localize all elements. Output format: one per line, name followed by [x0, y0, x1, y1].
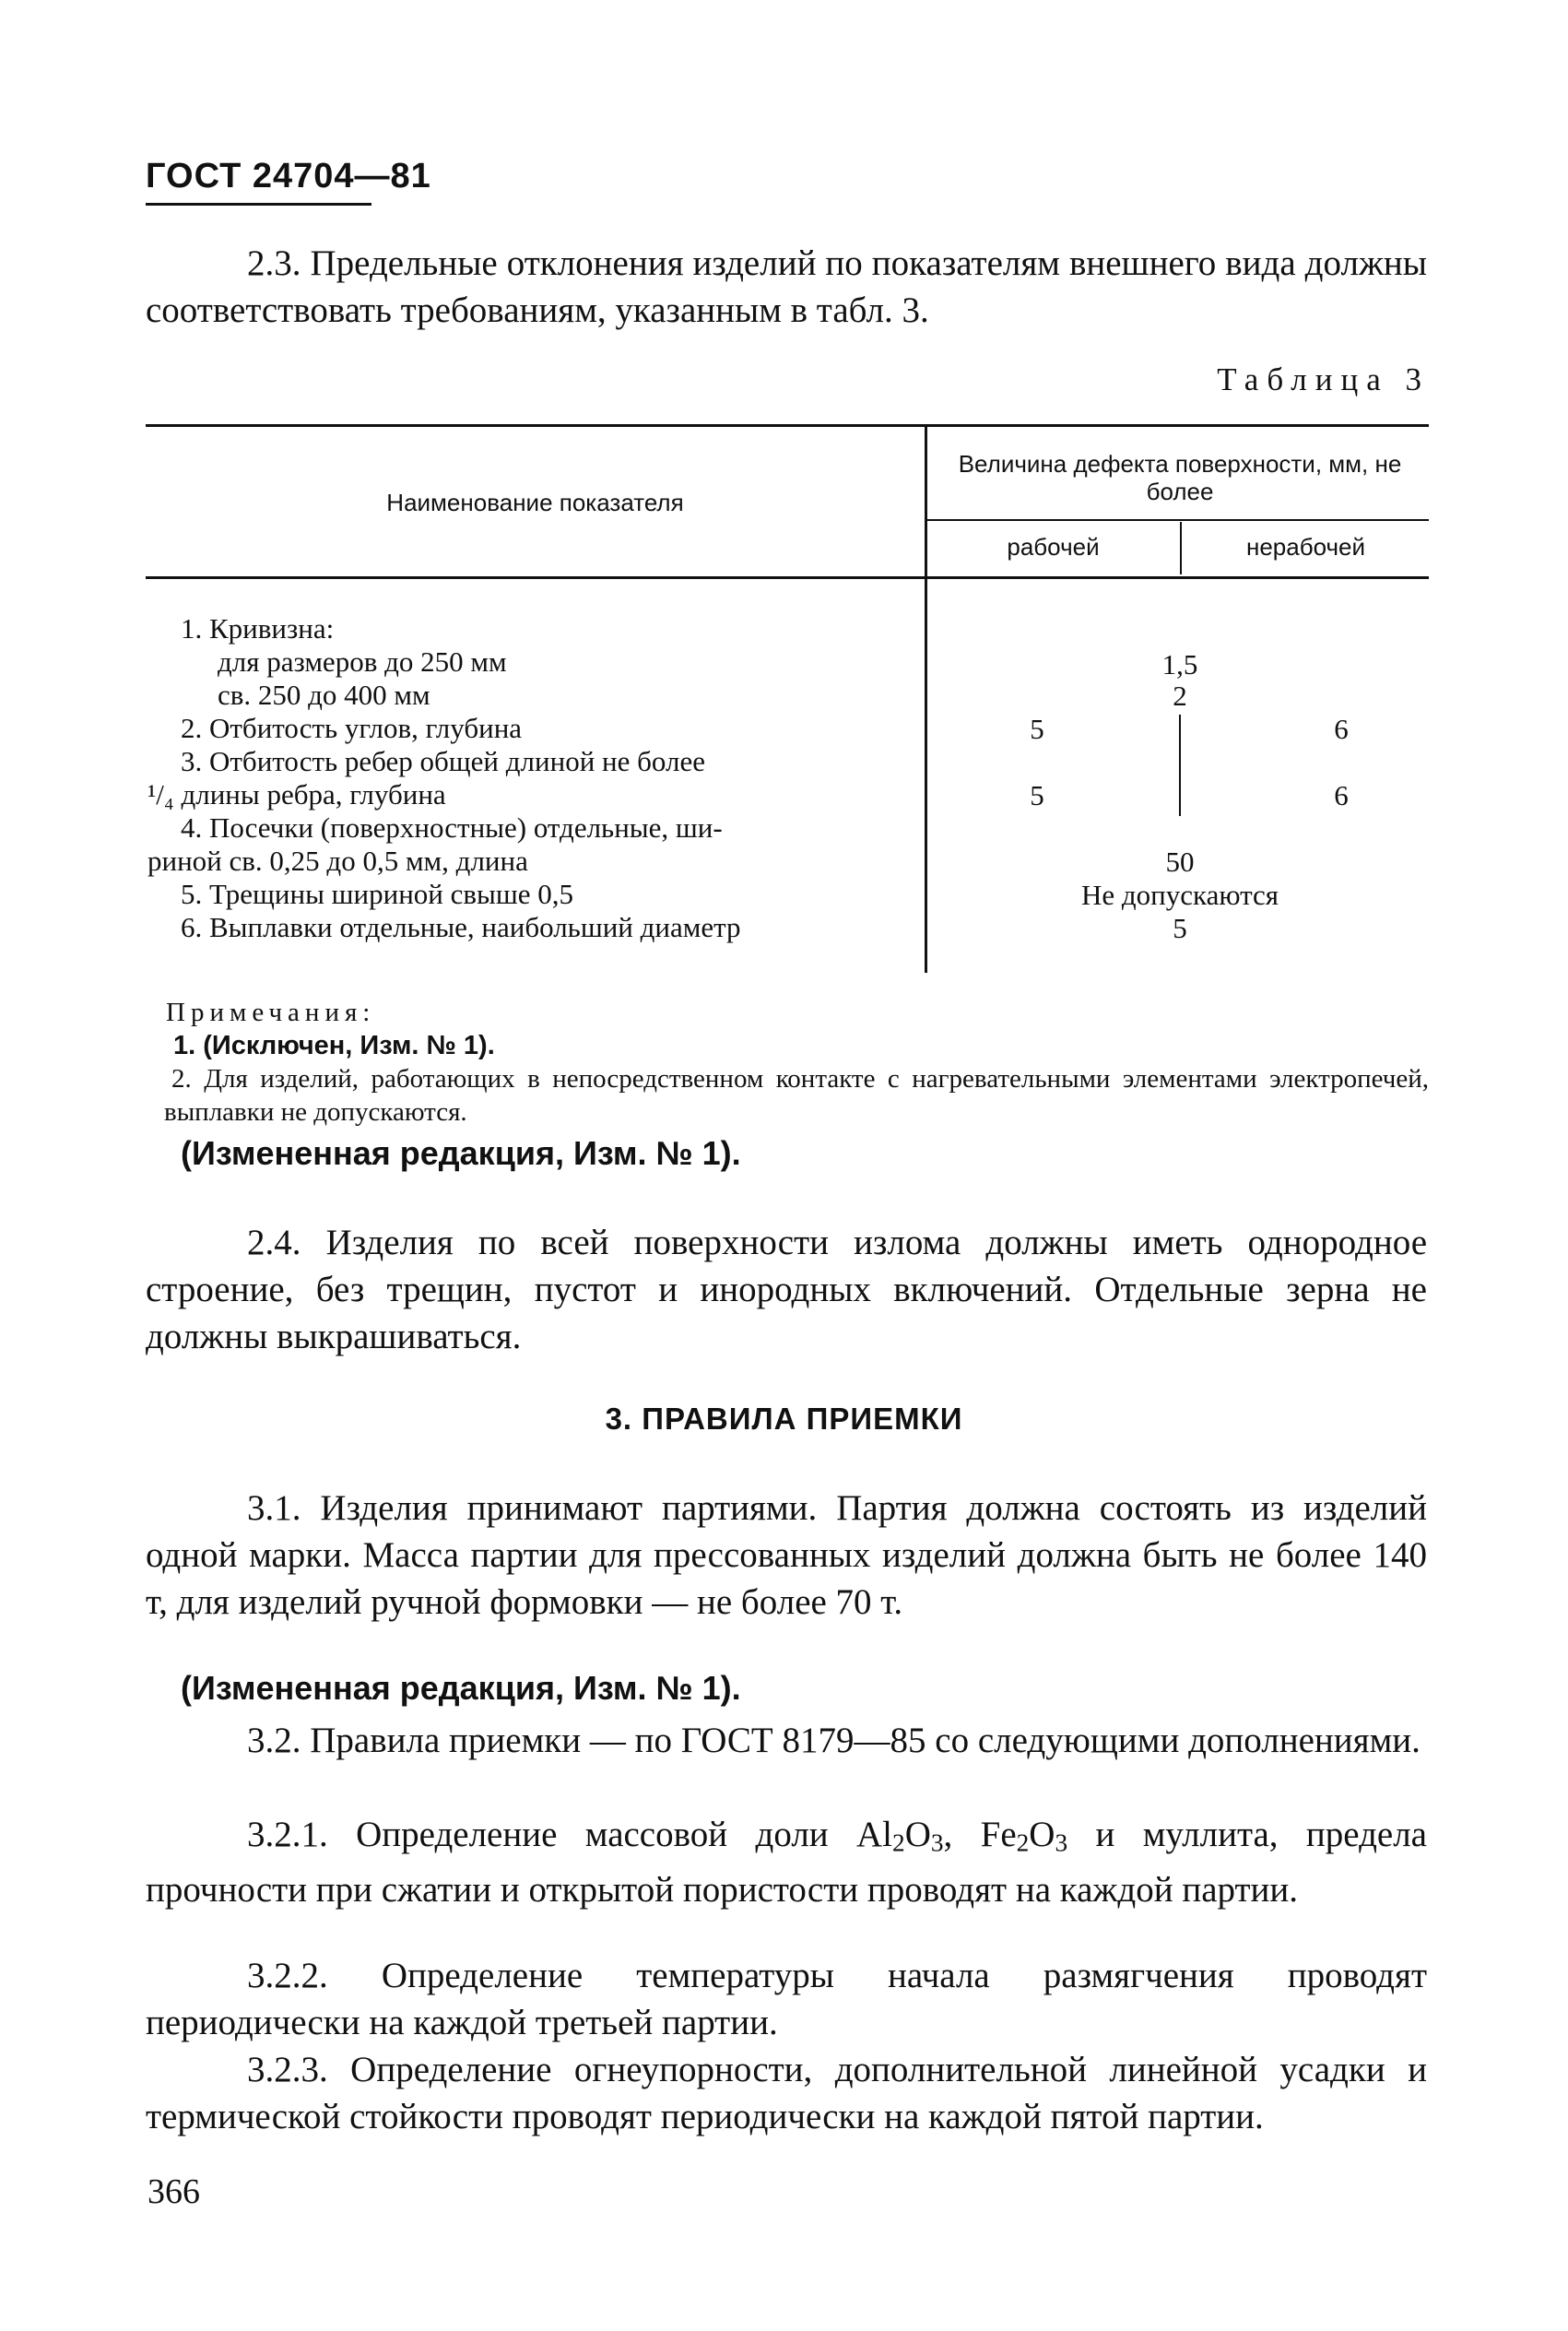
value-edges-working: 5 [1030, 779, 1044, 811]
table-row: 3. Отбитость ребер общей длиной не более [181, 745, 705, 777]
paragraph-3-2: 3.2. Правила приемки — по ГОСТ 8179—85 со следующими дополнениями. [247, 1721, 1421, 1760]
table-header-nonworking: нерабочей [1245, 533, 1366, 561]
table-row: риной св. 0,25 до 0,5 мм, длина [147, 845, 528, 877]
table-head-rule [146, 576, 1429, 579]
table-caption: Таблица 3 [1217, 361, 1430, 397]
table-header-working: рабочей [1007, 533, 1100, 561]
paragraph-2-3: 2.3. Предельные отклонения изделий по показателям внешнего вида должны соответствовать требованиям, указанным в табл. 3. [146, 243, 1427, 330]
value-fusions: 5 [1173, 912, 1187, 944]
table-row: 6. Выплавки отдельные, наибольший диаметр [181, 911, 741, 943]
value-curvature-1: 1,5 [1161, 648, 1198, 680]
table-top-rule [146, 424, 1429, 427]
value-corners-nonworking: 6 [1334, 713, 1349, 745]
table-row: св. 250 до 400 мм [218, 679, 430, 711]
table-col-divider [925, 426, 927, 973]
table-row: 2. Отбитость углов, глубина [181, 712, 523, 744]
table-header-name: Наименование показателя [386, 489, 684, 516]
document-header: ГОСТ 24704—81 [146, 157, 431, 195]
paragraph-3-2-3: 3.2.3. Определение огнеупорности, дополнительной линейной усадки и термической стойкости проводят периодически на каждой пятой партии. [146, 2050, 1427, 2136]
amendment-note: (Измененная редакция, Изм. № 1). [181, 1669, 741, 1707]
table-row: 1. Кривизна: [181, 612, 335, 645]
value-cracks: Не допускаются [1080, 879, 1279, 911]
value-corners-working: 5 [1030, 713, 1044, 745]
table-row: для размеров до 250 мм [218, 645, 507, 678]
paragraph-3-2-2: 3.2.2. Определение температуры начала размягчения проводят периодически на каждой третьей партии. [146, 1956, 1427, 2042]
amendment-note: (Измененная редакция, Изм. № 1). [181, 1134, 741, 1172]
table-row: 4. Посечки (поверхностные) отдельные, ши- [181, 811, 723, 844]
page-number: 366 [147, 2172, 200, 2211]
note-1: 1. (Исключен, Изм. № 1). [173, 1031, 495, 1060]
table-subhead-rule [926, 519, 1429, 521]
value-edges-nonworking: 6 [1334, 779, 1349, 811]
table-subhead-divider [1180, 522, 1182, 574]
table-notes [166, 996, 1429, 1129]
paragraph-3-2-1: 3.2.1. Определение массовой доли $Al_2O_3$, $Fe_2O_3$ и муллита, предела прочности при сжатии и открытой пористости проводят на каждой партии. [146, 1815, 1427, 1911]
value-nicks: 50 [1165, 846, 1195, 878]
paragraph-3-1: 3.1. Изделия принимают партиями. Партия должна состоять из изделий одной марки. Масса партии для прессованных изделий должна быть не более 140 т, для изделий ручной формовки — не более 70 т. [146, 1488, 1427, 1622]
value-split-line [1179, 715, 1181, 816]
section-title: 3. ПРАВИЛА ПРИЕМКИ [605, 1402, 963, 1436]
table-row: ¹/₄ длины ребра, глубина [147, 778, 446, 811]
table-row: 5. Трещины шириной свыше 0,5 [181, 878, 573, 910]
value-curvature-2: 2 [1173, 680, 1187, 712]
table-header-defect: Величина дефекта поверхности, мм, не более [958, 450, 1402, 505]
paragraph-2-4: 2.4. Изделия по всей поверхности излома должны иметь однородное строение, без трещин, пустот и инородных включений. Отдельные зерна не должны выкрашиваться. [146, 1223, 1427, 1356]
note-2: 2. Для изделий, работающих в непосредственном контакте с нагревательными элементами электропечей, выплавки не допускаются. [164, 1064, 1429, 1127]
notes-title: Примечания: [166, 998, 376, 1027]
header-underline [146, 203, 371, 206]
